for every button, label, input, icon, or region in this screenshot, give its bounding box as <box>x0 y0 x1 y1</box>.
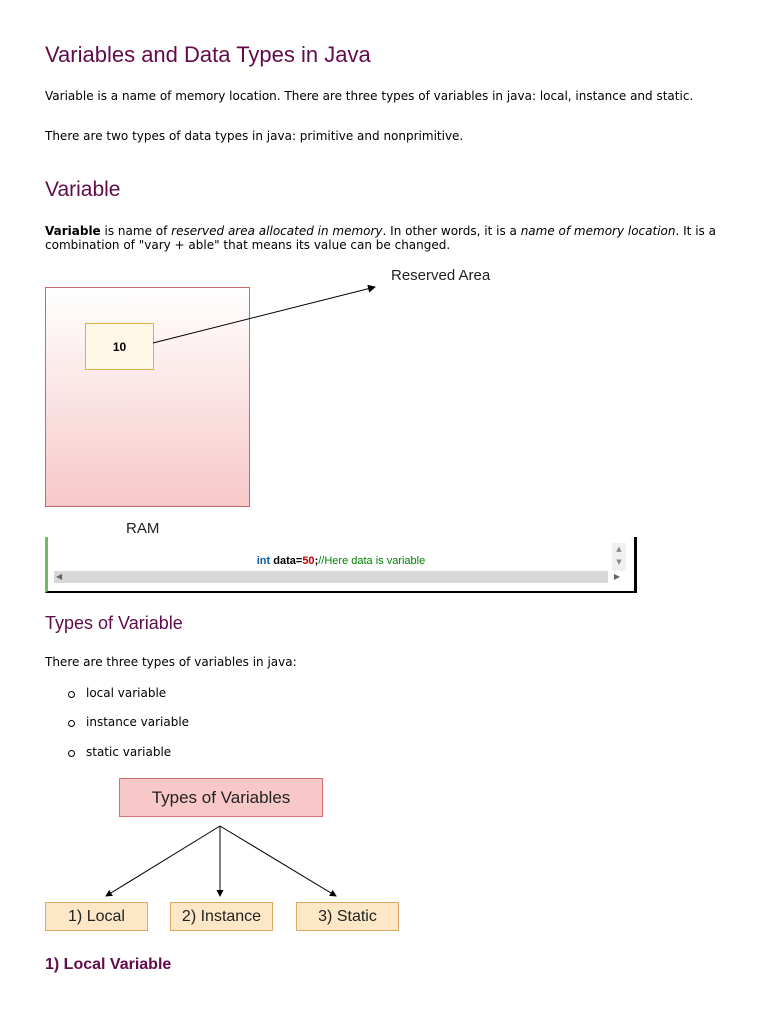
tree-child-static: 3) Static <box>296 902 399 931</box>
code-line: int data=50;//Here data is variable <box>256 555 426 567</box>
ram-label: RAM <box>126 520 160 537</box>
page-title: Variables and Data Types in Java <box>45 42 371 67</box>
datatypes-paragraph: There are two types of data types in java: primitive and nonprimitive. <box>45 129 464 143</box>
vertical-scrollbar[interactable]: ▲ ▼ <box>612 543 626 571</box>
tree-child-local: 1) Local <box>45 902 148 931</box>
variable-heading: Variable <box>45 178 121 201</box>
intro-paragraph: Variable is a name of memory location. There are three types of variables in java: local, instance and static. <box>45 89 694 103</box>
types-heading: Types of Variable <box>45 613 183 633</box>
variable-term: Variable <box>45 224 101 238</box>
variable-definition: Variable is name of reserved area allocated in memory. In other words, it is a name of memory location. It is a combination of "vary + able" that means its value can be changed. <box>45 224 716 252</box>
types-intro: There are three types of variables in java: <box>45 655 297 669</box>
memory-cell: 10 <box>85 323 154 370</box>
horizontal-scrollbar[interactable]: ◀ ▶ <box>56 572 620 581</box>
local-variable-heading: 1) Local Variable <box>45 956 172 973</box>
reserved-area-label: Reserved Area <box>391 267 491 284</box>
list-item: instance variable <box>86 715 190 729</box>
list-item: local variable <box>86 686 167 700</box>
tree-child-instance: 2) Instance <box>170 902 273 931</box>
list-item: static variable <box>86 745 172 759</box>
tree-root-box: Types of Variables <box>119 778 323 817</box>
